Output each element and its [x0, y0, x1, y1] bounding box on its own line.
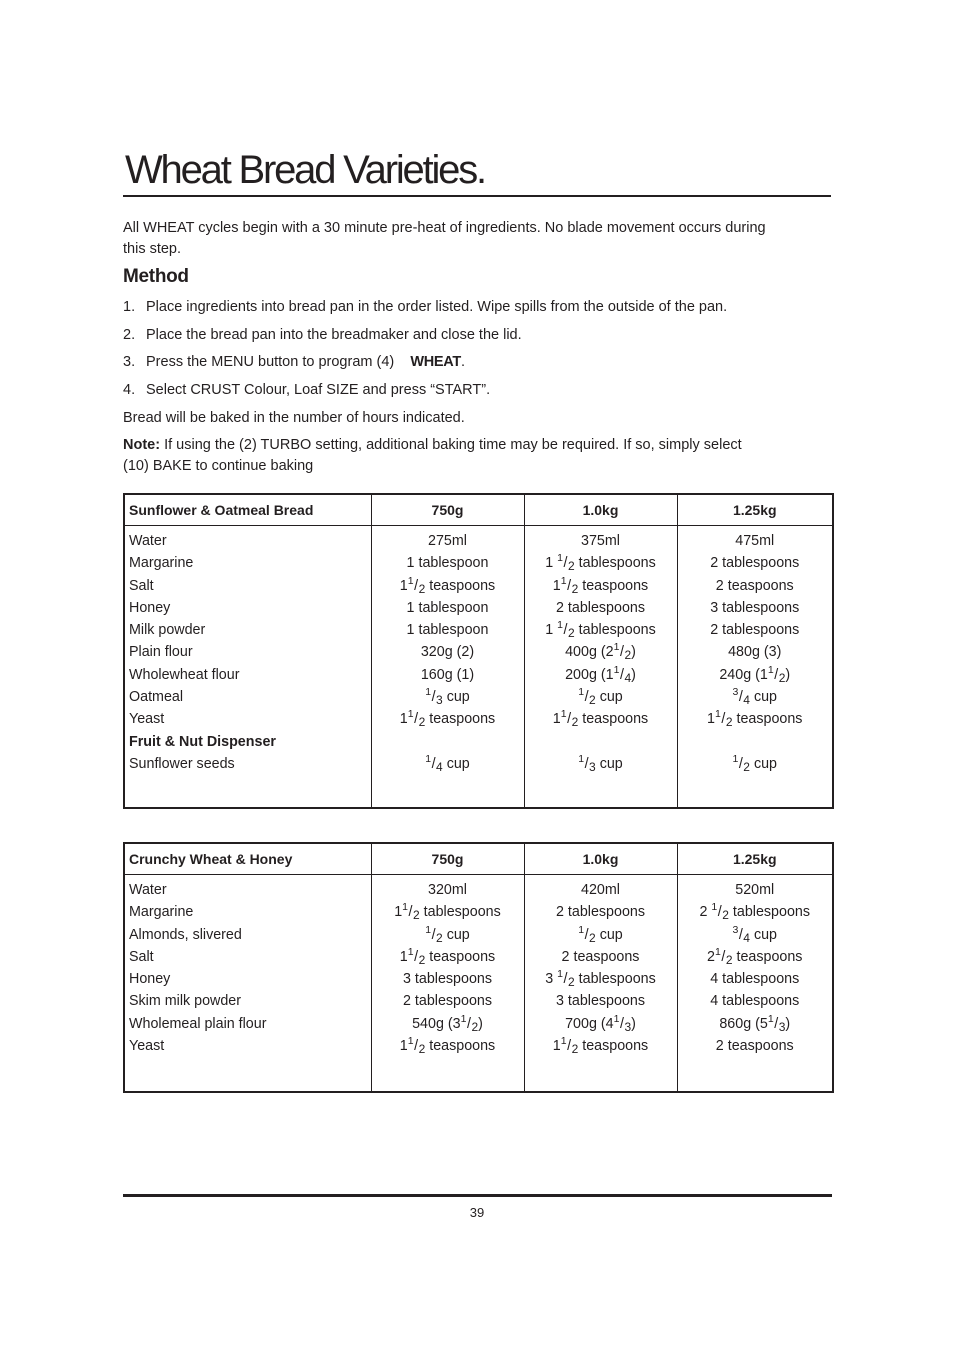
ingredient-amount: $1^1/_2$ teaspoons: [707, 708, 803, 730]
ingredient-amount: $^1/_3$ cup: [578, 752, 623, 774]
size-column: [524, 526, 677, 808]
ingredient-amount: 2 tablespoons: [402, 993, 493, 1010]
ingredient-amount: 375ml: [581, 533, 620, 549]
ingredient-name: Plain flour: [129, 644, 193, 661]
ingredient-name: Milk powder: [129, 622, 206, 639]
ingredient-amount: 320g (2): [420, 644, 475, 661]
step-number: 3.: [123, 354, 136, 371]
size-header: 750g: [371, 494, 524, 526]
ingredient-amount: $^1/_2$ cup: [732, 752, 778, 774]
ingredient-amount: 2 tablespoons: [710, 622, 800, 639]
ingredient-amount: 240g $(1^1/_2)$: [719, 663, 791, 685]
ingredient-amount: [376, 731, 520, 753]
size-header: 1.25kg: [677, 843, 833, 875]
ingredient-amount: 4 tablespoons: [710, 993, 800, 1010]
ingredient-amount: 3 tablespoons: [555, 993, 646, 1010]
size-column: [371, 526, 524, 808]
step-text: Press the MENU button to program (4): [146, 354, 395, 371]
method-step: [123, 352, 727, 380]
ingredient-name: Salt: [129, 577, 154, 594]
ingredient-name: Skim milk powder: [129, 993, 242, 1010]
ingredient-name: Almonds, slivered: [129, 926, 242, 943]
note-label: Note:: [123, 437, 161, 453]
ingredient-amount: $1^1/_2$ teaspoons: [399, 574, 496, 596]
ingredient-amount: 1 tablespoon: [406, 555, 489, 572]
ingredient-amount: $^1/_2$ cup: [578, 923, 623, 945]
ingredient-amount: 520ml: [735, 882, 775, 898]
ingredient-amount: 200g $(1^1/_4)$: [565, 663, 636, 685]
recipe-table-crunchy-wheat-honey: [123, 842, 834, 1093]
ingredient-amount: $^3/_4$ cup: [732, 923, 778, 945]
size-header: 750g: [371, 843, 524, 875]
ingredient-name: Salt: [129, 948, 154, 965]
table-header-row: [124, 494, 833, 526]
ingredient-amount: 1 $^1/_2$ tablespoons: [545, 619, 656, 641]
size-column: [524, 875, 677, 1092]
ingredient-amount: 2 teaspoons: [561, 948, 640, 965]
ingredient-amount: 2 teaspoons: [715, 577, 794, 594]
method-steps: [123, 297, 727, 407]
ingredient-name: Yeast: [129, 1038, 165, 1055]
step-number: 1.: [123, 299, 136, 315]
ingredient-amount: $1^1/_2$ tablespoons: [394, 901, 501, 923]
ingredient-name: Sunflower seeds: [129, 755, 235, 772]
step-suffix: .: [460, 354, 465, 371]
method-heading: Method: [123, 266, 189, 287]
ingredient-name: Wholewheat flour: [129, 666, 240, 683]
ingredient-amount: 3 tablespoons: [402, 971, 493, 988]
bake-note: Bread will be baked in the number of hours indicated.: [123, 410, 465, 426]
ingredient-name: Margarine: [129, 904, 194, 921]
title-underline: [123, 195, 831, 197]
ingredient-name: Honey: [129, 599, 171, 616]
ingredient-amount: $^1/_2$ cup: [425, 923, 470, 945]
size-header: 1.0kg: [524, 494, 677, 526]
size-header: 1.0kg: [524, 843, 677, 875]
ingredient-amount: $1^1/_2$ teaspoons: [552, 574, 649, 596]
ingredient-amount: $2^1/_2$ teaspoons: [707, 945, 803, 967]
ingredient-amount: 1 tablespoon: [406, 599, 489, 616]
ingredient-amount: 420ml: [581, 882, 620, 898]
method-step: [123, 325, 727, 353]
ingredient-name: Yeast: [129, 711, 165, 728]
ingredient-amount: 860g $(5^1/_3)$: [719, 1012, 791, 1034]
page-title: Wheat Bread Varieties.: [125, 148, 485, 192]
size-column: [677, 526, 833, 808]
ingredient-amount: $1^1/_2$ teaspoons: [552, 1035, 649, 1057]
ingredient-amount: 1 $^1/_2$ tablespoons: [545, 552, 656, 574]
ingredient-amount: 2 tablespoons: [555, 904, 646, 921]
table-body-row: [124, 526, 833, 808]
ingredient-amount: 2 teaspoons: [715, 1038, 794, 1055]
size-column: [677, 875, 833, 1092]
ingredient-name: Water: [129, 533, 167, 549]
ingredient-name: Honey: [129, 971, 171, 988]
note-text: If using the (2) TURBO setting, additional baking time may be required. If so, simply select (10) BAKE to continue baking: [123, 437, 742, 474]
ingredient-amount: $1^1/_2$ teaspoons: [399, 945, 496, 967]
ingredient-amount: $1^1/_2$ teaspoons: [552, 708, 649, 730]
step-number: 2.: [123, 326, 136, 343]
turbo-note: [123, 435, 763, 477]
intro-paragraph: All WHEAT cycles begin with a 30 minute pre-heat of ingredients. No blade movement occurs during this step.: [123, 220, 766, 257]
ingredient-amount: [682, 731, 829, 753]
step-text: Select CRUST Colour, Loaf SIZE and press “START”.: [146, 381, 491, 398]
ingredient-column: [124, 875, 371, 1092]
ingredient-amount: $1^1/_2$ teaspoons: [399, 708, 496, 730]
step-number: 4.: [123, 381, 136, 398]
step-text: Place ingredients into bread pan in the order listed. Wipe spills from the outside of the pan.: [146, 299, 728, 315]
step-text: Place the bread pan into the breadmaker and close the lid.: [146, 326, 522, 343]
ingredient-amount: 2 $^1/_2$ tablespoons: [699, 901, 811, 923]
recipe-table-sunflower-oatmeal: [123, 493, 834, 809]
ingredient-amount: 4 tablespoons: [710, 971, 800, 988]
page-number: 39: [469, 1205, 485, 1220]
ingredient-amount: 400g $(2^1/_2)$: [565, 641, 636, 663]
ingredient-amount: $^1/_4$ cup: [425, 752, 470, 774]
recipe-name: Sunflower & Oatmeal Bread: [124, 494, 371, 526]
ingredient-amount: [529, 731, 673, 753]
method-step: [123, 297, 727, 325]
ingredient-amount: 700g $(4^1/_3)$: [565, 1012, 636, 1034]
ingredient-name: Oatmeal: [129, 689, 184, 706]
ingredient-column: [124, 526, 371, 808]
ingredient-name: Margarine: [129, 555, 194, 572]
table-header-row: [124, 843, 833, 875]
ingredient-amount: 2 tablespoons: [555, 599, 646, 616]
size-header: 1.25kg: [677, 494, 833, 526]
ingredient-amount: 320ml: [428, 882, 467, 898]
ingredient-amount: 540g $(3^1/_2)$: [412, 1012, 483, 1034]
ingredient-amount: 2 tablespoons: [710, 555, 800, 572]
footer-rule: [123, 1194, 832, 1197]
ingredient-amount: 1 tablespoon: [406, 622, 489, 639]
ingredient-amount: 480g (3): [728, 644, 782, 661]
size-column: [371, 875, 524, 1092]
ingredient-amount: $^3/_4$ cup: [732, 686, 778, 708]
ingredient-name: Wholemeal plain flour: [129, 1015, 267, 1032]
ingredient-amount: $1^1/_2$ teaspoons: [399, 1035, 496, 1057]
ingredient-amount: 275ml: [428, 533, 467, 549]
ingredient-amount: $^1/_3$ cup: [425, 686, 470, 708]
method-step: [123, 380, 727, 408]
program-name: WHEAT: [410, 354, 461, 371]
ingredient-amount: 475ml: [735, 533, 775, 549]
ingredient-amount: 3 tablespoons: [710, 599, 800, 616]
recipe-name: Crunchy Wheat & Honey: [124, 843, 371, 875]
dispenser-heading: Fruit & Nut Dispenser: [129, 733, 276, 750]
ingredient-name: Water: [129, 882, 167, 898]
ingredient-amount: 160g (1): [420, 666, 475, 683]
ingredient-amount: 3 $^1/_2$ tablespoons: [545, 968, 656, 990]
table-body-row: [124, 875, 833, 1092]
ingredient-amount: $^1/_2$ cup: [578, 686, 623, 708]
